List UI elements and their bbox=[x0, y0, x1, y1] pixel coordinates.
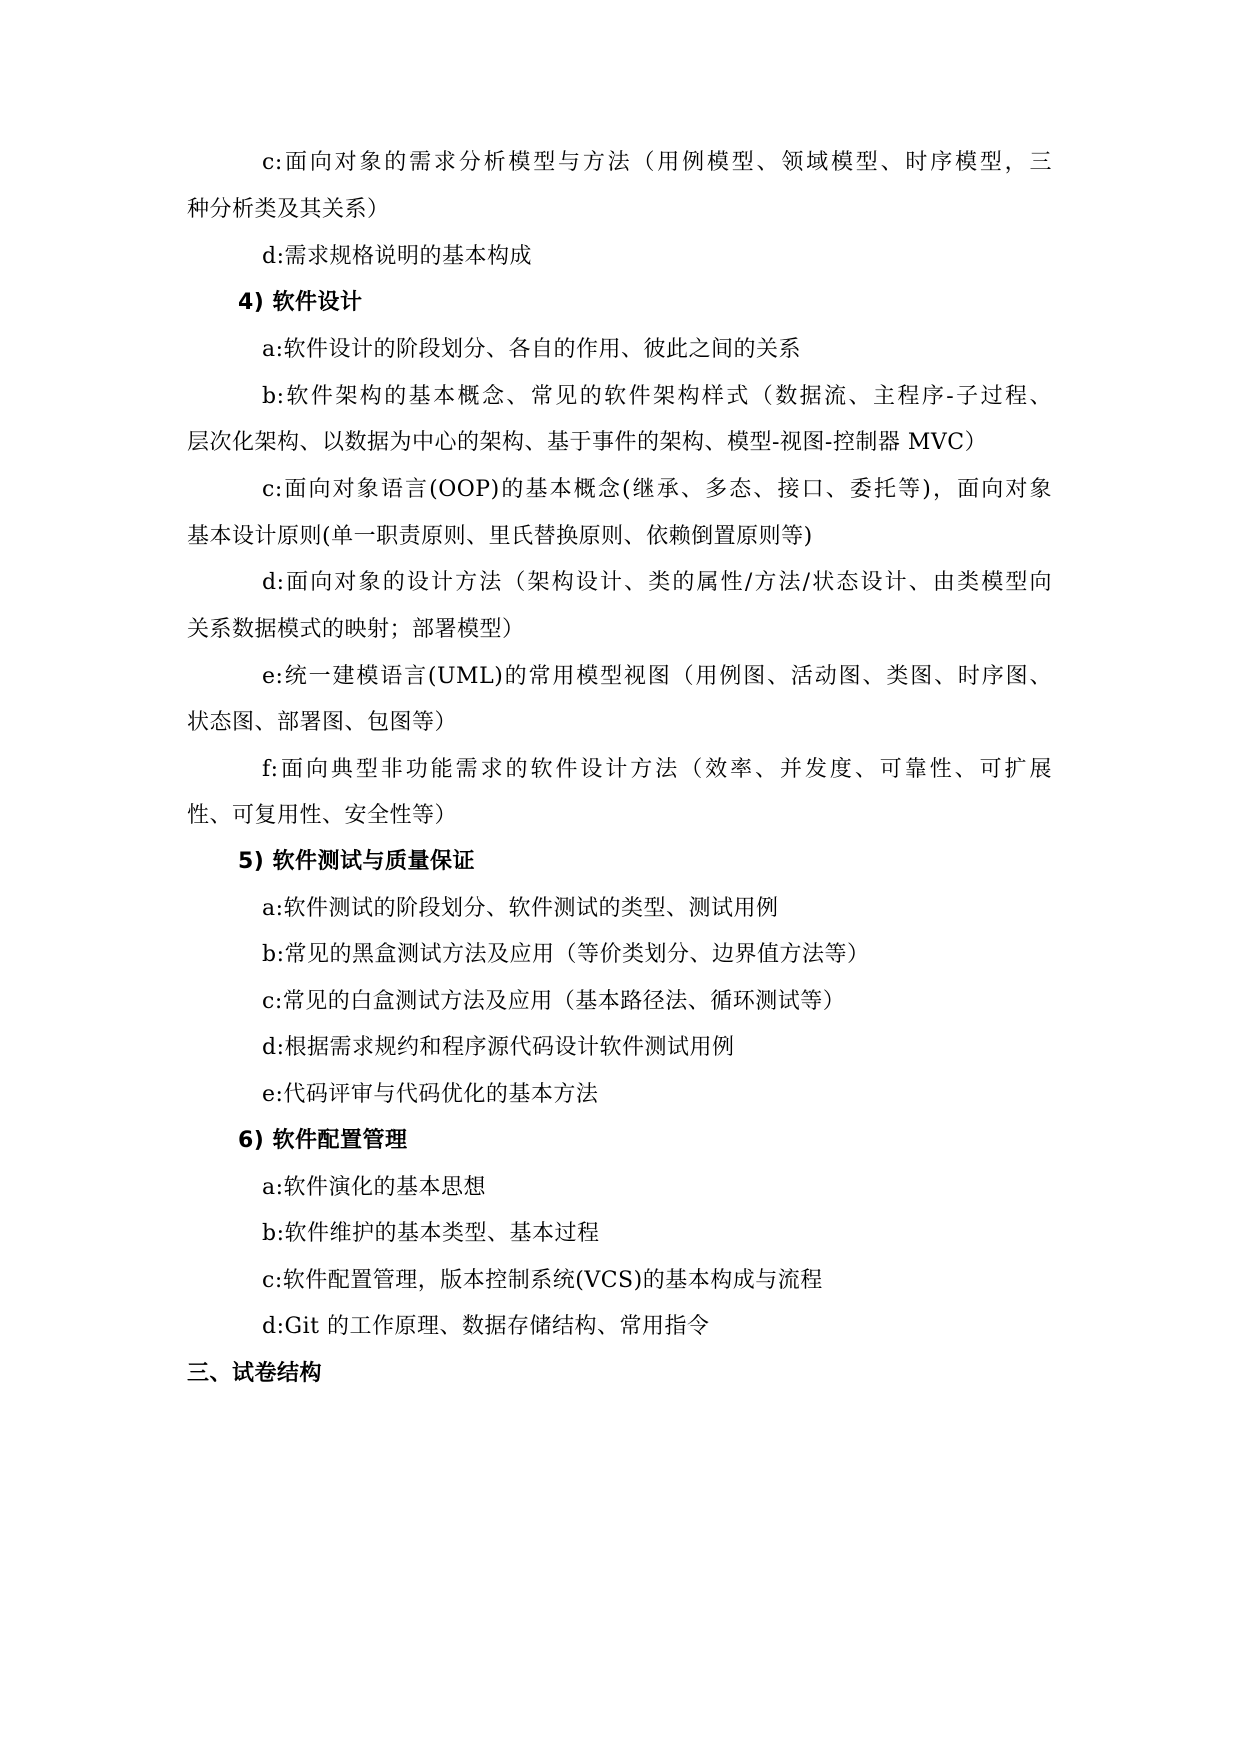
item-config-a: a:软件演化的基本思想 bbox=[262, 1175, 487, 1200]
item-config-b: b:软件维护的基本类型、基本过程 bbox=[262, 1221, 600, 1246]
section-heading-testing: 5) 软件测试与质量保证 bbox=[238, 849, 476, 874]
item-design-d-line2: 关系数据模式的映射；部署模型） bbox=[187, 617, 525, 642]
item-req-spec: d:需求规格说明的基本构成 bbox=[262, 244, 532, 269]
item-design-b-line2: 层次化架构、以数据为中心的架构、基于事件的架构、模型-视图-控制器 MVC） bbox=[187, 430, 988, 455]
item-design-a: a:软件设计的阶段划分、各自的作用、彼此之间的关系 bbox=[262, 337, 802, 362]
item-testing-c: c:常见的白盒测试方法及应用（基本路径法、循环测试等） bbox=[262, 989, 846, 1014]
item-config-d: d:Git 的工作原理、数据存储结构、常用指令 bbox=[262, 1314, 710, 1339]
item-design-f-line2: 性、可复用性、安全性等） bbox=[187, 803, 458, 828]
item-design-e-line2: 状态图、部署图、包图等） bbox=[187, 710, 458, 735]
item-design-d-line1: d:面向对象的设计方法（架构设计、类的属性/方法/状态设计、由类模型向 bbox=[262, 570, 1052, 595]
item-design-c-line2: 基本设计原则(单一职责原则、里氏替换原则、依赖倒置原则等) bbox=[187, 524, 813, 549]
item-testing-d: d:根据需求规约和程序源代码设计软件测试用例 bbox=[262, 1035, 735, 1060]
item-design-f-line1: f:面向典型非功能需求的软件设计方法（效率、并发度、可靠性、可扩展 bbox=[262, 757, 1052, 782]
item-config-c: c:软件配置管理，版本控制系统(VCS)的基本构成与流程 bbox=[262, 1268, 823, 1293]
item-4c-req-analysis-line1: c:面向对象的需求分析模型与方法（用例模型、领域模型、时序模型，三 bbox=[262, 150, 1052, 175]
item-4c-req-analysis-line2: 种分析类及其关系） bbox=[187, 197, 390, 222]
item-design-e-line1: e:统一建模语言(UML)的常用模型视图（用例图、活动图、类图、时序图、 bbox=[262, 664, 1052, 689]
section-heading-software-design: 4) 软件设计 bbox=[238, 290, 363, 315]
item-design-b-line1: b:软件架构的基本概念、常见的软件架构样式（数据流、主程序-子过程、 bbox=[262, 384, 1052, 409]
item-testing-b: b:常见的黑盒测试方法及应用（等价类划分、边界值方法等） bbox=[262, 942, 870, 967]
item-testing-a: a:软件测试的阶段划分、软件测试的类型、测试用例 bbox=[262, 896, 779, 921]
section-heading-exam-structure: 三、试卷结构 bbox=[187, 1361, 323, 1386]
item-testing-e: e:代码评审与代码优化的基本方法 bbox=[262, 1082, 599, 1107]
item-design-c-line1: c:面向对象语言(OOP)的基本概念(继承、多态、接口、委托等)，面向对象 bbox=[262, 477, 1052, 502]
section-heading-config-mgmt: 6) 软件配置管理 bbox=[238, 1128, 408, 1153]
